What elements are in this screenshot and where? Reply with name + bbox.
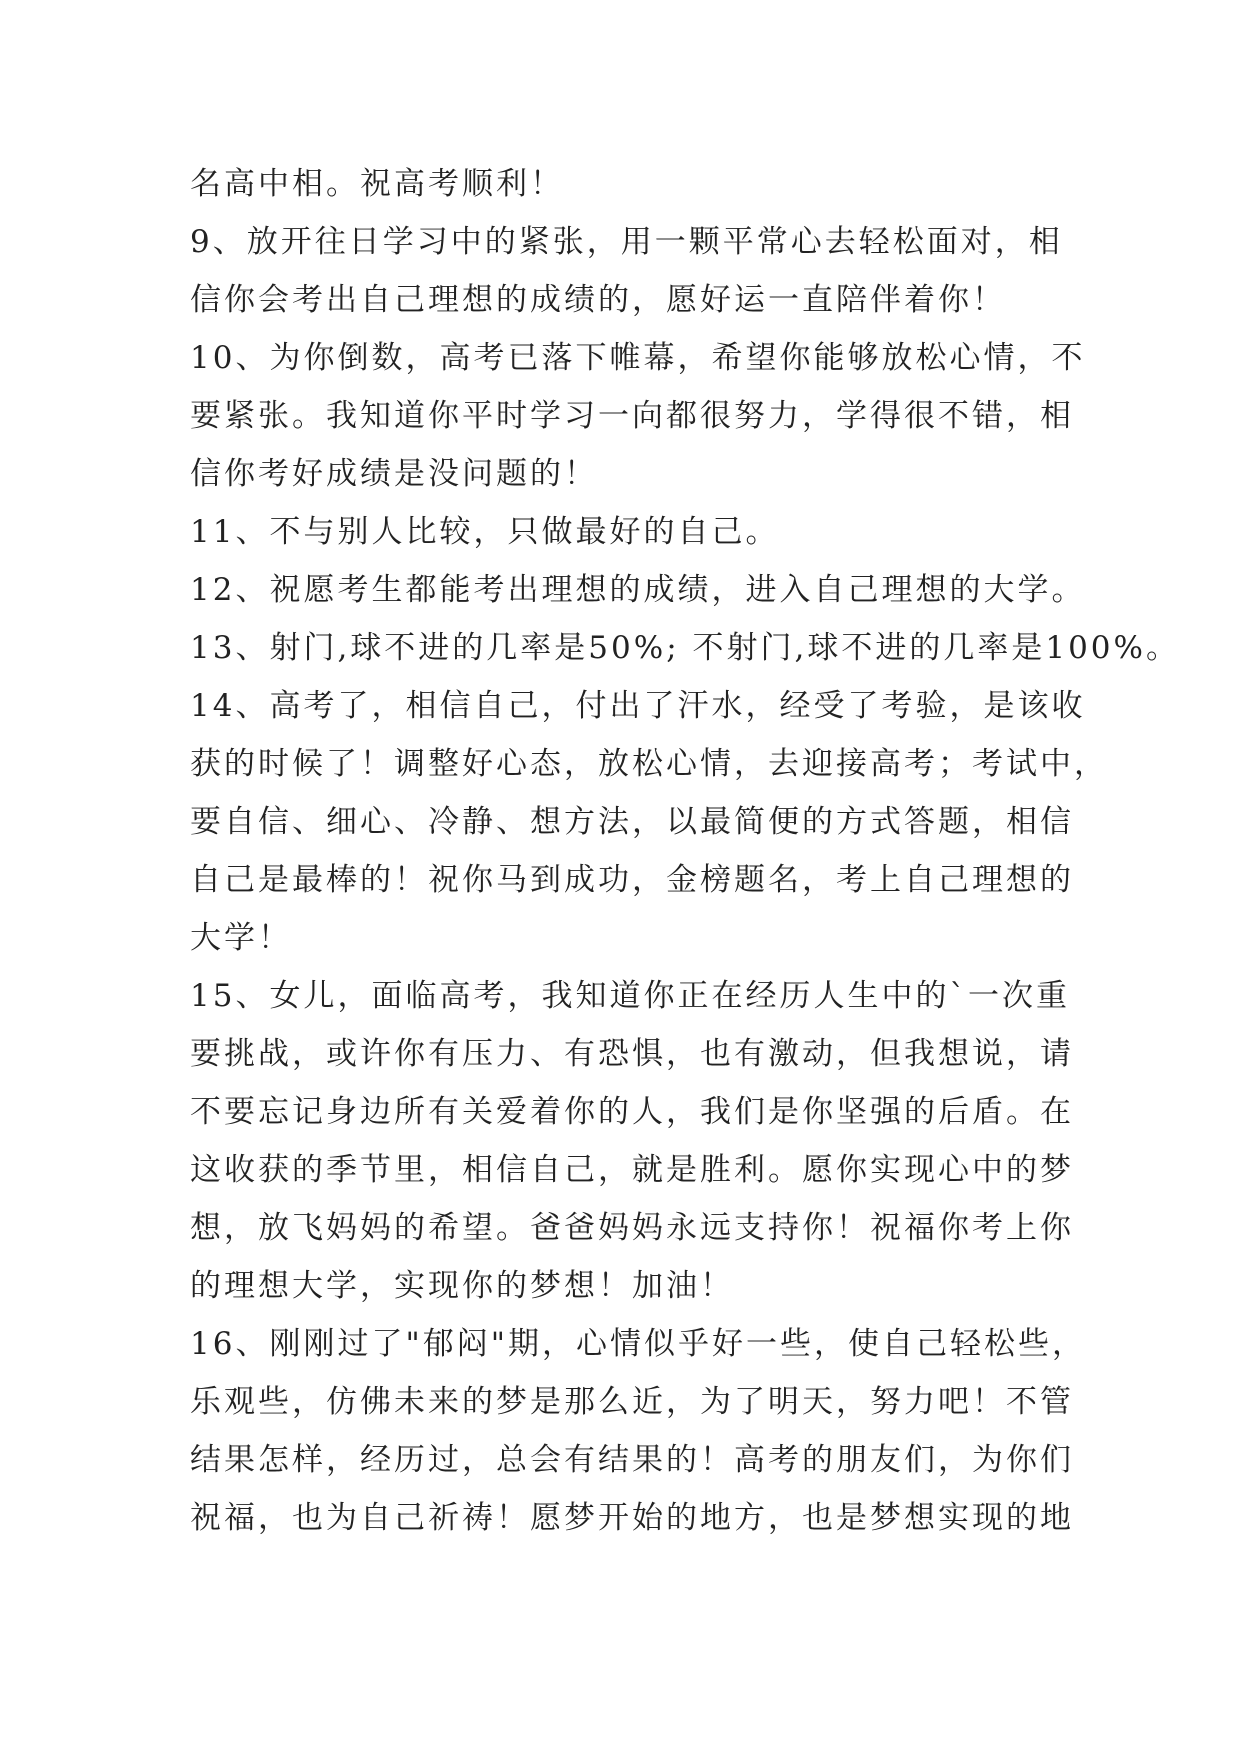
text-line: 获的时候了！调整好心态，放松心情，去迎接高考；考试中， <box>190 746 1108 782</box>
text-line: 要自信、细心、冷静、想方法，以最简便的方式答题，相信 <box>190 804 1074 840</box>
text-line: 13、射门,球不进的几率是50%; 不射门,球不进的几率是100%。 <box>190 630 1180 666</box>
text-line: 想，放飞妈妈的希望。爸爸妈妈永远支持你！祝福你考上你 <box>190 1210 1074 1246</box>
text-line: 要紧张。我知道你平时学习一向都很努力，学得很不错，相 <box>190 398 1074 434</box>
text-line: 15、女儿，面临高考，我知道你正在经历人生中的`一次重 <box>190 978 1070 1014</box>
text-line: 这收获的季节里，相信自己，就是胜利。愿你实现心中的梦 <box>190 1152 1074 1188</box>
text-line: 14、高考了，相信自己，付出了汗水，经受了考验，是该收 <box>190 688 1086 724</box>
text-line: 的理想大学，实现你的梦想！加油！ <box>190 1268 734 1304</box>
text-line: 不要忘记身边所有关爱着你的人，我们是你坚强的后盾。在 <box>190 1094 1074 1130</box>
text-line: 12、祝愿考生都能考出理想的成绩，进入自己理想的大学。 <box>190 572 1086 608</box>
text-line: 名高中相。祝高考顺利！ <box>190 166 564 202</box>
body-text <box>190 155 1180 1547</box>
text-line: 大学！ <box>190 920 292 956</box>
text-line: 乐观些，仿佛未来的梦是那么近，为了明天，努力吧！不管 <box>190 1384 1074 1420</box>
text-line: 16、刚刚过了"郁闷"期，心情似乎好一些，使自己轻松些， <box>190 1326 1086 1362</box>
text-line: 要挑战，或许你有压力、有恐惧，也有激动，但我想说，请 <box>190 1036 1074 1072</box>
text-line: 信你考好成绩是没问题的！ <box>190 456 598 492</box>
text-line: 11、不与别人比较，只做最好的自己。 <box>190 514 780 550</box>
text-line: 结果怎样，经历过，总会有结果的！高考的朋友们，为你们 <box>190 1442 1074 1478</box>
text-line: 自己是最棒的！祝你马到成功，金榜题名，考上自己理想的 <box>190 862 1074 898</box>
text-line: 9、放开往日学习中的紧张，用一颗平常心去轻松面对，相 <box>190 224 1063 260</box>
text-line: 10、为你倒数，高考已落下帷幕，希望你能够放松心情，不 <box>190 340 1086 376</box>
text-line: 祝福，也为自己祈祷！愿梦开始的地方，也是梦想实现的地 <box>190 1500 1074 1536</box>
text-line: 信你会考出自己理想的成绩的，愿好运一直陪伴着你！ <box>190 282 1006 318</box>
